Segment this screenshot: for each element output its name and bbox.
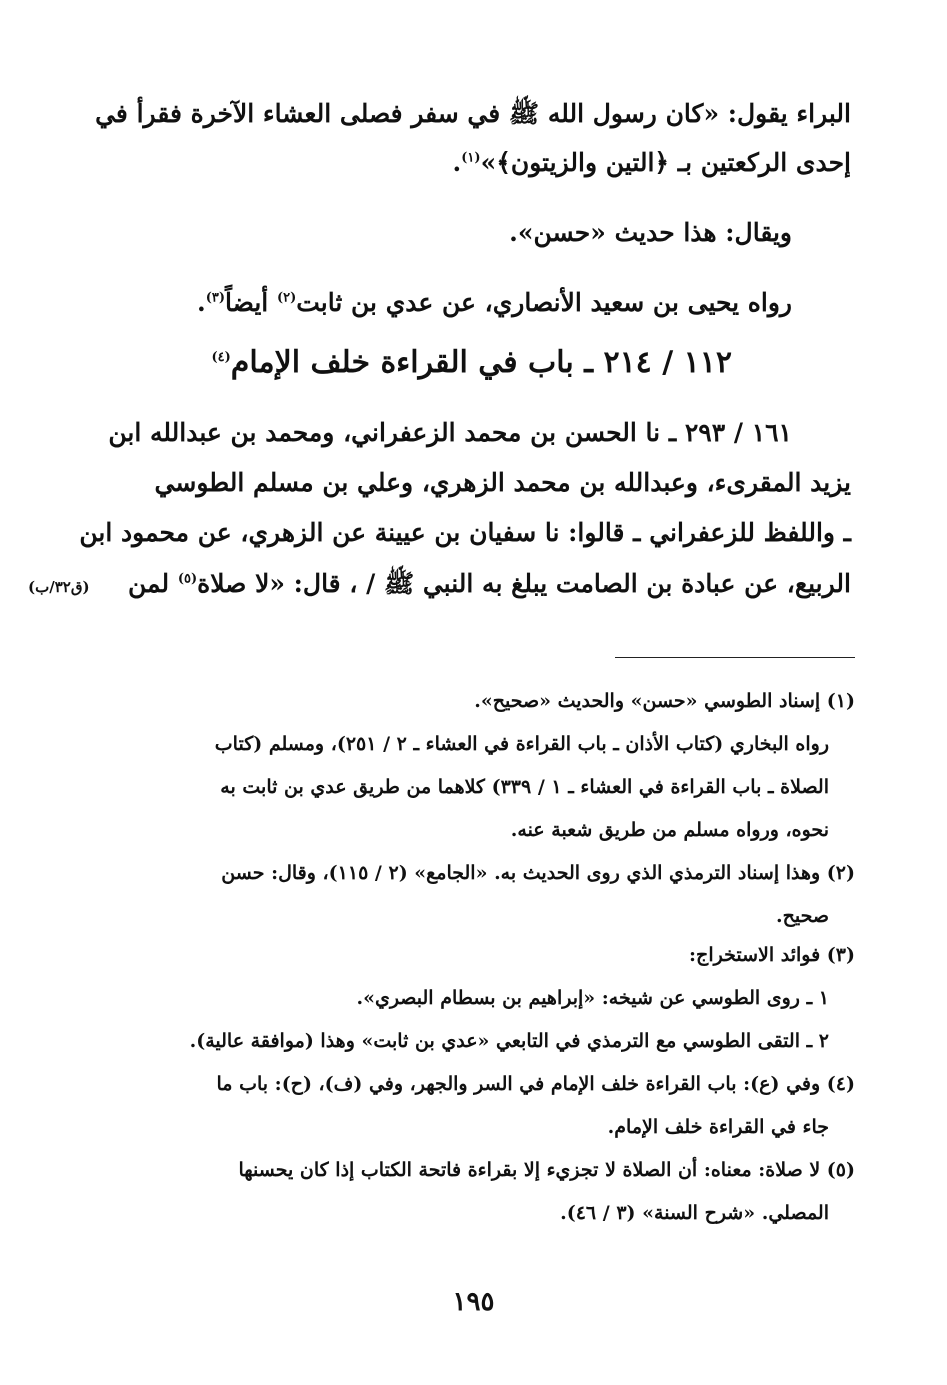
main-text-line-2 — [453, 148, 851, 177]
main-text-line-3 — [509, 218, 792, 247]
line-text: (٣) فوائد الاستخراج: — [689, 944, 855, 966]
line-text: أيضاً — [225, 288, 277, 317]
footnote-4-line-1 — [217, 1073, 855, 1095]
line-text: إحدى الركعتين بـ ﴿التين والزيتون﴾» — [480, 148, 851, 177]
footnote-1-line-4 — [511, 819, 829, 841]
line-text: (٢) وهذا إسناد الترمذي الذي روى الحديث به. «الجامع» (٢ / ١١٥)، وقال: حسن — [221, 862, 855, 884]
footnote-1-line-3 — [220, 776, 829, 798]
main-text-line-1 — [95, 98, 851, 135]
hadith-line-3 — [79, 518, 851, 547]
hadith-line-2 — [155, 468, 851, 497]
line-text: ـ واللفظ للزعفراني ـ قالوا: نا سفيان بن عيينة عن الزهري، عن محمود ابن — [79, 518, 851, 547]
footnote-marker: (٢) — [276, 290, 297, 306]
footnote-1-line-1 — [474, 690, 855, 712]
footnote-marker: (٥) — [177, 571, 198, 587]
line-text: رواه البخاري (كتاب الأذان ـ باب القراءة في العشاء ـ ٢ / ٢٥١)، ومسلم (كتاب — [214, 733, 829, 755]
line-text: الربيع، عن عبادة بن الصامت يبلغ به النبي ﷺ / ، قال: «لا صلاة — [197, 569, 851, 598]
footnote-2-line-2 — [776, 905, 829, 927]
line-text: ١٦١ / ٢٩٣ ـ نا الحسن بن محمد الزعفراني، ومحمد بن عبدالله ابن — [108, 418, 792, 447]
footnote-marker: (٤) — [211, 350, 231, 365]
line-text: (٥) لا صلاة: معناه: أن الصلاة لا تجزيء إلا بقراءة فاتحة الكتاب إذا كان يحسنها — [238, 1159, 855, 1181]
line-text: (٤) وفي (ع): باب القراءة خلف الإمام في السر والجهر، وفي (ف)، (ح): باب ما — [216, 1073, 855, 1095]
footnote-marker: (٣) — [205, 290, 226, 306]
footnote-2-line-1 — [221, 862, 855, 884]
line-text: نحوه، ورواه مسلم من طريق شعبة عنه. — [510, 819, 829, 841]
line-text: (١) إسناد الطوسي «حسن» والحديث «صحيح». — [474, 690, 855, 712]
line-text: جاء في القراءة خلف الإمام. — [607, 1116, 829, 1138]
footnote-separator — [615, 657, 855, 658]
line-text: المصلي. «شرح السنة» (٣ / ٤٦). — [560, 1202, 829, 1224]
line-text: . — [197, 288, 206, 317]
line-text: ١ ـ روى الطوسي عن شيخه: «إبراهيم بن بسطام البصري». — [356, 987, 829, 1009]
line-text: ويقال: هذا حديث «حسن». — [509, 218, 792, 247]
line-text: الصلاة ـ باب القراءة في العشاء ـ ١ / ٣٣٩) كلاهما من طريق عدي بن ثابت به — [220, 776, 829, 798]
line-text: رواه يحيى بن سعيد الأنصاري، عن عدي بن ثابت — [296, 288, 792, 317]
hadith-line-4 — [128, 568, 851, 605]
footnote-3-line-3 — [190, 1030, 829, 1052]
line-text: البراء يقول: «كان رسول الله ﷺ في سفر فصلى العشاء الآخرة فقرأ في — [95, 99, 851, 128]
footnote-5-line-2 — [560, 1202, 829, 1224]
chapter-title-text: ١١٢ / ٢١٤ ـ باب في القراءة خلف الإمام — [230, 345, 732, 380]
main-text-line-4 — [197, 288, 792, 317]
line-text: ٢ ـ التقى الطوسي مع الترمذي في التابعي «عدي بن ثابت» وهذا (موافقة عالية). — [189, 1030, 829, 1052]
footnote-5-line-1 — [238, 1159, 855, 1181]
footnote-marker: (١) — [461, 150, 481, 166]
line-text: لمن — [128, 569, 178, 598]
footnote-3-line-2 — [356, 987, 829, 1009]
line-text: يزيد المقرىء، وعبدالله بن محمد الزهري، وعلي بن مسلم الطوسي — [154, 468, 851, 497]
manuscript-folio-reference — [28, 578, 90, 596]
chapter-title — [212, 345, 733, 380]
footnote-4-line-2 — [608, 1116, 829, 1138]
footnote-3-line-1 — [689, 944, 855, 966]
page-number: ١٩٥ — [452, 1287, 495, 1317]
line-text: صحيح. — [775, 905, 829, 927]
line-text: . — [452, 148, 462, 177]
folio-text: (ق٣٢/ب) — [28, 578, 90, 596]
hadith-line-1 — [108, 418, 792, 447]
footnote-1-line-2 — [215, 733, 829, 755]
